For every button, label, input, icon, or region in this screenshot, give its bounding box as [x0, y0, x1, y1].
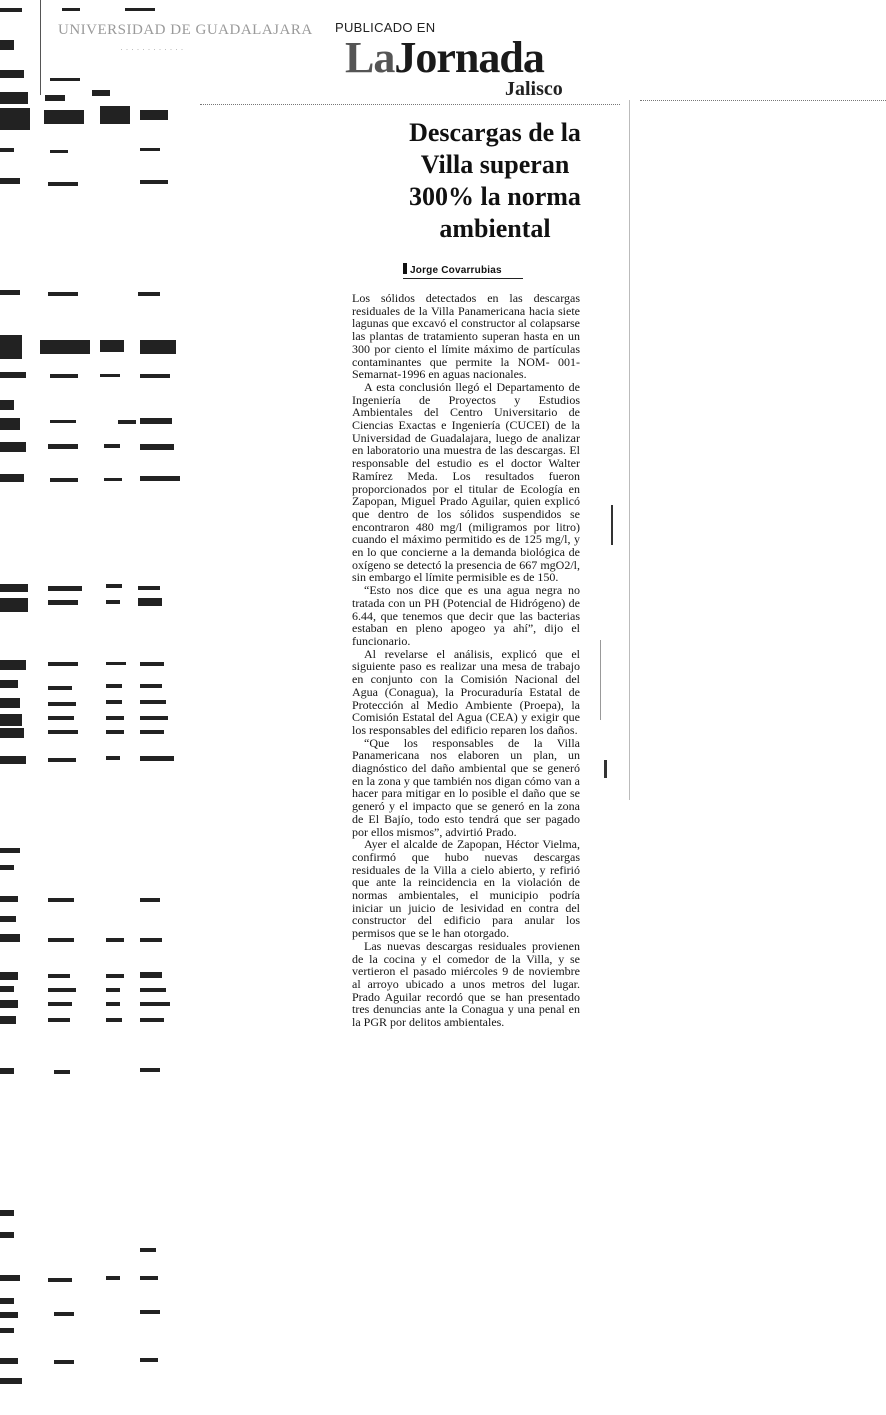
logo-jornada: Jornada [394, 33, 544, 82]
scan-speck [611, 505, 613, 545]
newspaper-logo [345, 33, 544, 82]
article-paragraph: “Que los responsables de la Villa Panamericana nos elaboren un plan, un diagnóstico del daño ambiental que se generó en la zona y que también nos digan cómo van a hacer para mitigar en lo posible el daño que se generó y el impacto que se generó en la zona de El Bajío, todo esto tendrá que ser pagado por ellos mismos”, advirtió Prado. [352, 735, 580, 839]
article-paragraph: Los sólidos detectados en las descargas residuales de la Villa Panamericana hacia siete lagunas que excavó el constructor al colapsarse las plantas de tratamiento superan hasta en un 300 por ciento el límite máximo de partículas contaminantes que permite la NOM- 001-Semarnat-1996 en aguas nacionales. [352, 291, 580, 382]
article-paragraph: Las nuevas descargas residuales provienen de la cocina y el comedor de la Villa, y se vertieron el pasado miércoles 9 de noviembre al arroyo ubicado a unos metros del lugar. Prado Aguilar recordó que se han presentado tres denuncias ante la Conagua y una penal en la PGR por delitos ambientales. [352, 938, 580, 1030]
article-paragraph: Ayer el alcalde de Zapopan, Héctor Vielma, confirmó que hubo nuevas descargas residuales de la Villa a cielo abierto, y refirió que ante la reincidencia en la violación de normas ambientales, el municipio podría iniciar un juicio de lesividad en contra del constructor del edificio para anular los permisos que se le han otorgado. [352, 837, 580, 941]
university-name: UNIVERSIDAD DE GUADALAJARA [58, 22, 313, 38]
left-rule [40, 0, 41, 95]
scan-speck [600, 640, 601, 720]
scan-speck [604, 760, 607, 778]
article-paragraph: A esta conclusión llegó el Departamento de Ingeniería de Proyectos y Estudios Ambientales del Centro Universitario de Ciencias Exactas e Ingeniería (CUCEI) de la Universidad de Guadalajara, luego de analizar en laboratorio una muestra de las descargas. El responsable del estudio es el doctor Walter Ramírez Meda. Los resultados fueron proporcionados por el titular de Ecología en Zapopan, Miguel Prado Aguilar, quien explicó que dentro de los sólidos suspendidos se encontraron 480 mg/l (miligramos por litro) cuando el máximo permitido es de 125 mg/l, y en lo que concierne a la demanda biológica de oxígeno se detectó la presencia de 667 mgO2/l, sin embargo el límite permisible es de 150. [352, 379, 580, 585]
newspaper-region: Jalisco [505, 78, 563, 100]
logo-la: La [345, 33, 395, 82]
university-subline: · · · · · · · · · · · · [120, 44, 184, 54]
byline-author: Jorge Covarrubias [410, 265, 502, 276]
published-in-label: PUBLICADO EN [335, 20, 436, 35]
article-paragraph: Al revelarse el análisis, explicó que el siguiente paso es realizar una mesa de trabajo en conjunto con la Comisión Nacional del Agua (Conagua), la Procuraduría Estatal de Protección al Medio Ambiente (Proepa), la Comisión Estatal del Agua (CEA) y exigir que los responsables del edificio reparen los daños. [352, 646, 580, 737]
article-paragraph: “Esto nos dice que es una agua negra no tratada con un PH (Potencial de Hidrógeno) de 6.44, que tenemos que decir que las bacterias estaban en pleno apogeo ya ahí”, dijo el funcionario. [352, 583, 580, 648]
header-divider [200, 104, 620, 105]
article-body [352, 292, 580, 1029]
article-byline [403, 263, 523, 279]
article-headline: Descargas de la Villa superan 300% la norma ambiental [409, 118, 581, 243]
byline-marker [403, 263, 407, 274]
header-divider-right [640, 100, 886, 101]
column-rule [629, 100, 630, 800]
scan-noise [0, 0, 200, 1415]
